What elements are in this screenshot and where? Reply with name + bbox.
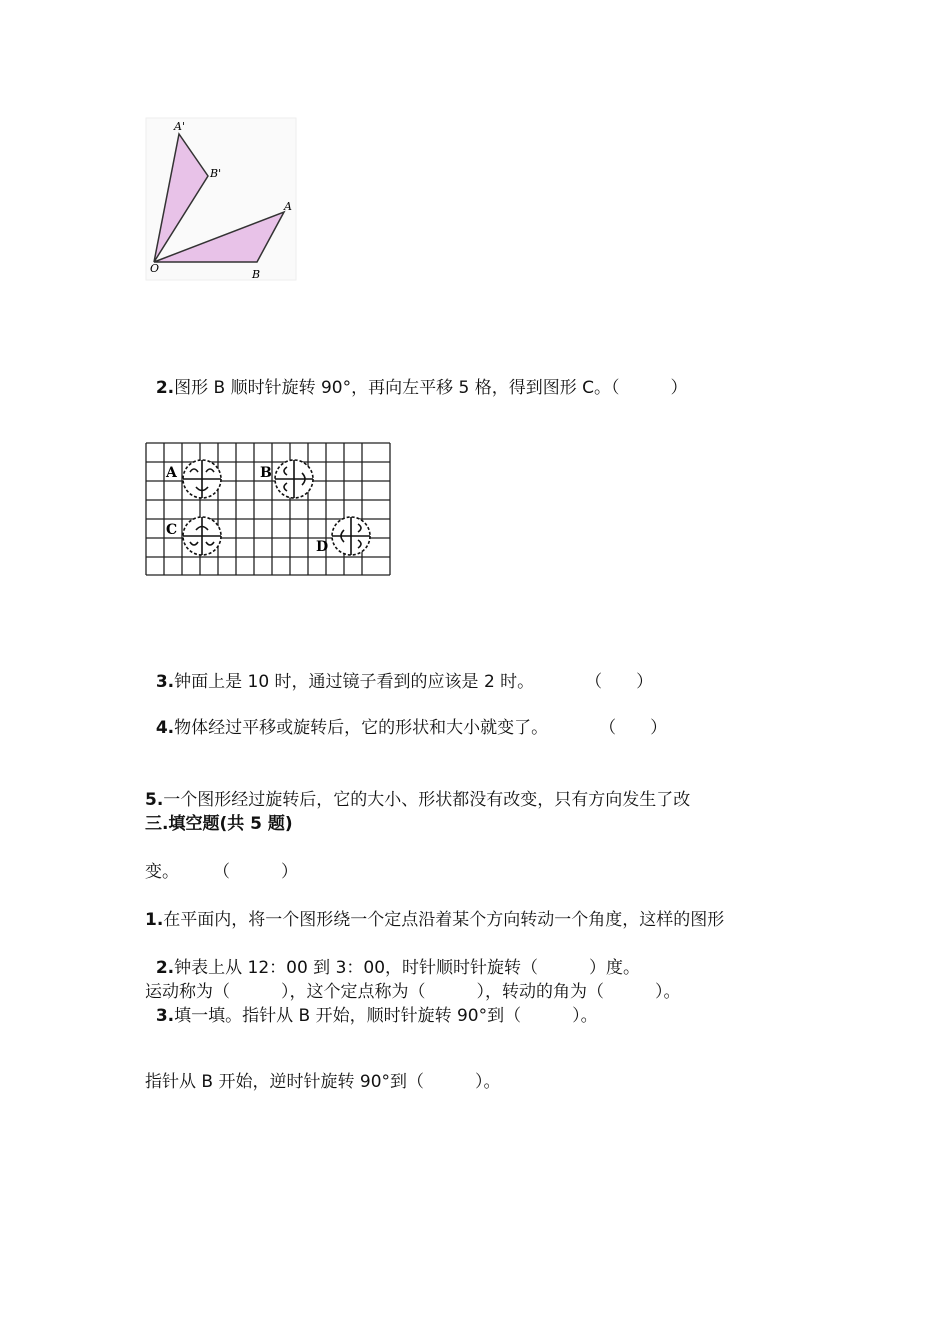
tf-question-5: 5.一个图形经过旋转后，它的大小、形状都没有改变，只有方向发生了改 变。 （ ）: [145, 790, 691, 882]
shape-c: [183, 517, 221, 555]
fb-question-1: 1.在平面内，将一个图形绕一个定点沿着某个方向转动一个角度，这样的图形 运动称为（ ），这个定点称为（ ），转动的角为（ ）。: [145, 910, 725, 1002]
grid-label-a: A: [166, 465, 177, 481]
fb-question-3: 3.填一填。指针从 B 开始，顺时针旋转 90°到（ ）。: [155, 1006, 598, 1026]
grid-label-c: C: [166, 522, 178, 538]
fb-question-2: 2.钟表上从 12：00 到 3：00，时针顺时针旋转（ ）度。: [155, 958, 641, 978]
shape-a: [183, 460, 221, 498]
label-b-prime: B': [210, 167, 222, 180]
tf-question-4: 4.物体经过平移或旋转后，它的形状和大小就变了。 （ ）: [155, 718, 668, 738]
label-b: B: [252, 268, 261, 281]
label-o: O: [150, 262, 160, 275]
grid-figure: [144, 441, 392, 577]
fb-question-3b: 指针从 B 开始，逆时针旋转 90°到（ ）。: [145, 1072, 501, 1092]
label-a-prime: A': [174, 120, 185, 133]
grid-label-b: B: [260, 465, 272, 481]
grid-label-d: D: [316, 539, 329, 555]
rotation-triangle-figure: [140, 112, 305, 287]
shape-b: [275, 460, 313, 498]
label-a: A: [284, 200, 292, 213]
shape-d: [332, 517, 370, 555]
tf-question-3: 3.钟面上是 10 时，通过镜子看到的应该是 2 时。 （ ）: [155, 672, 654, 692]
tf-question-2: 2.图形 B 顺时针旋转 90°，再向左平移 5 格，得到图形 C。（ ）: [155, 378, 688, 398]
section-heading-fill-blank: 三.填空题(共 5 题): [145, 814, 293, 834]
